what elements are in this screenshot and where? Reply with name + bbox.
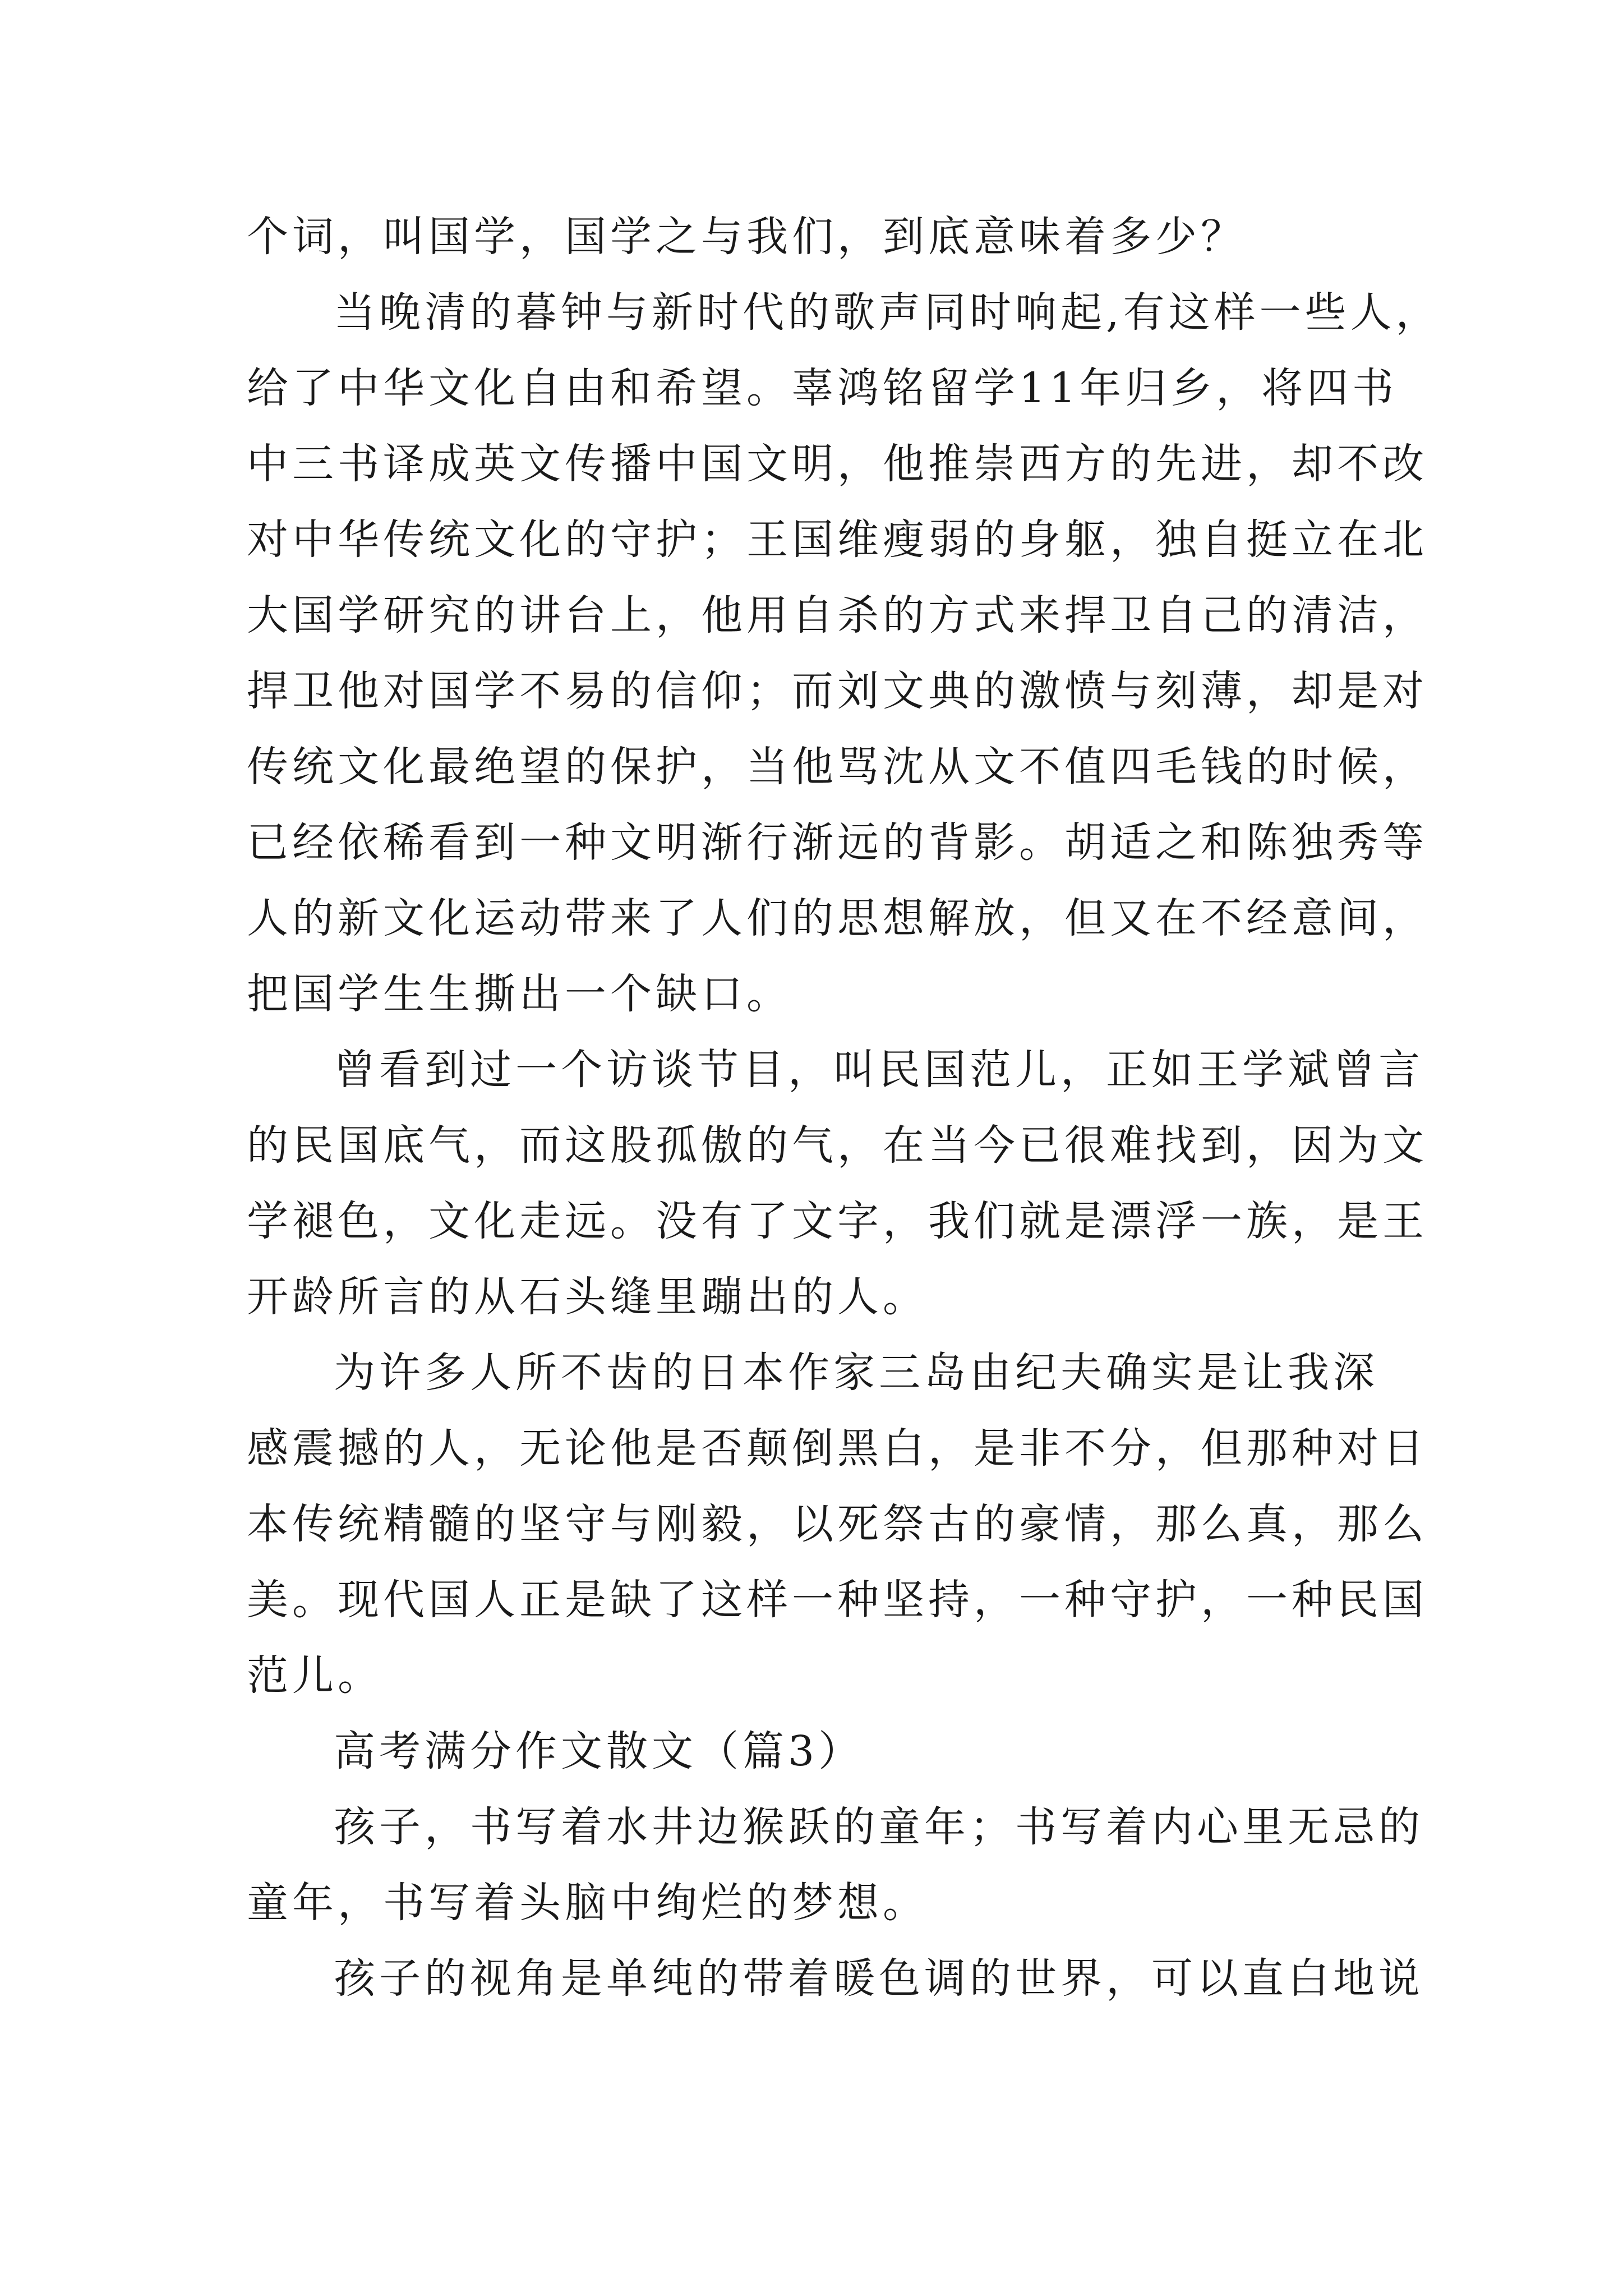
text-line: 感震撼的人，无论他是否颠倒黑白，是非不分，但那种对日	[247, 1424, 1428, 1473]
text-line: 捍卫他对国学不易的信仰；而刘文典的激愤与刻薄，却是对	[247, 667, 1428, 715]
text-line: 个词，叫国学，国学之与我们，到底意味着多少？	[247, 213, 1246, 261]
text-line: 对中华传统文化的守护；王国维瘦弱的身躯，独自挺立在北	[247, 516, 1428, 564]
text-line: 范儿。	[247, 1651, 383, 1700]
text-line: 为许多人所不齿的日本作家三岛由纪夫确实是让我深	[334, 1349, 1378, 1397]
body-text	[247, 199, 1441, 2017]
section-heading: 高考满分作文散文（篇3）	[334, 1727, 864, 1775]
text-line: 美。现代国人正是缺了这样一种坚持，一种守护，一种民国	[247, 1576, 1428, 1624]
text-line: 学褪色，文化走远。没有了文字，我们就是漂浮一族，是王	[247, 1197, 1428, 1245]
text-line: 孩子的视角是单纯的带着暖色调的世界，可以直白地说	[334, 1954, 1424, 2003]
text-line: 当晚清的暮钟与新时代的歌声同时响起,有这样一些人，	[334, 288, 1441, 337]
text-line: 童年，书写着头脑中绚烂的梦想。	[247, 1879, 928, 1927]
text-line: 大国学研究的讲台上，他用自杀的方式来捍卫自己的清洁，	[247, 591, 1428, 639]
text-line: 本传统精髓的坚守与刚毅，以死祭古的豪情，那么真，那么	[247, 1500, 1428, 1548]
text-line: 把国学生生撕出一个缺口。	[247, 970, 792, 1018]
text-line: 曾看到过一个访谈节目，叫民国范儿，正如王学斌曾言	[334, 1046, 1424, 1094]
text-line: 孩子，书写着水井边猴跃的童年；书写着内心里无忌的	[334, 1803, 1424, 1851]
text-line: 人的新文化运动带来了人们的思想解放，但又在不经意间，	[247, 894, 1428, 942]
text-line: 中三书译成英文传播中国文明，他推崇西方的先进，却不改	[247, 440, 1428, 488]
text-line: 传统文化最绝望的保护，当他骂沈从文不值四毛钱的时候，	[247, 743, 1428, 791]
text-line: 开龄所言的从石头缝里蹦出的人。	[247, 1273, 928, 1321]
text-line: 已经依稀看到一种文明渐行渐远的背影。胡适之和陈独秀等	[247, 818, 1428, 867]
text-line: 给了中华文化自由和希望。辜鸿铭留学11年归乡，将四书	[247, 364, 1398, 412]
text-line: 的民国底气，而这股孤傲的气，在当今已很难找到，因为文	[247, 1121, 1428, 1170]
